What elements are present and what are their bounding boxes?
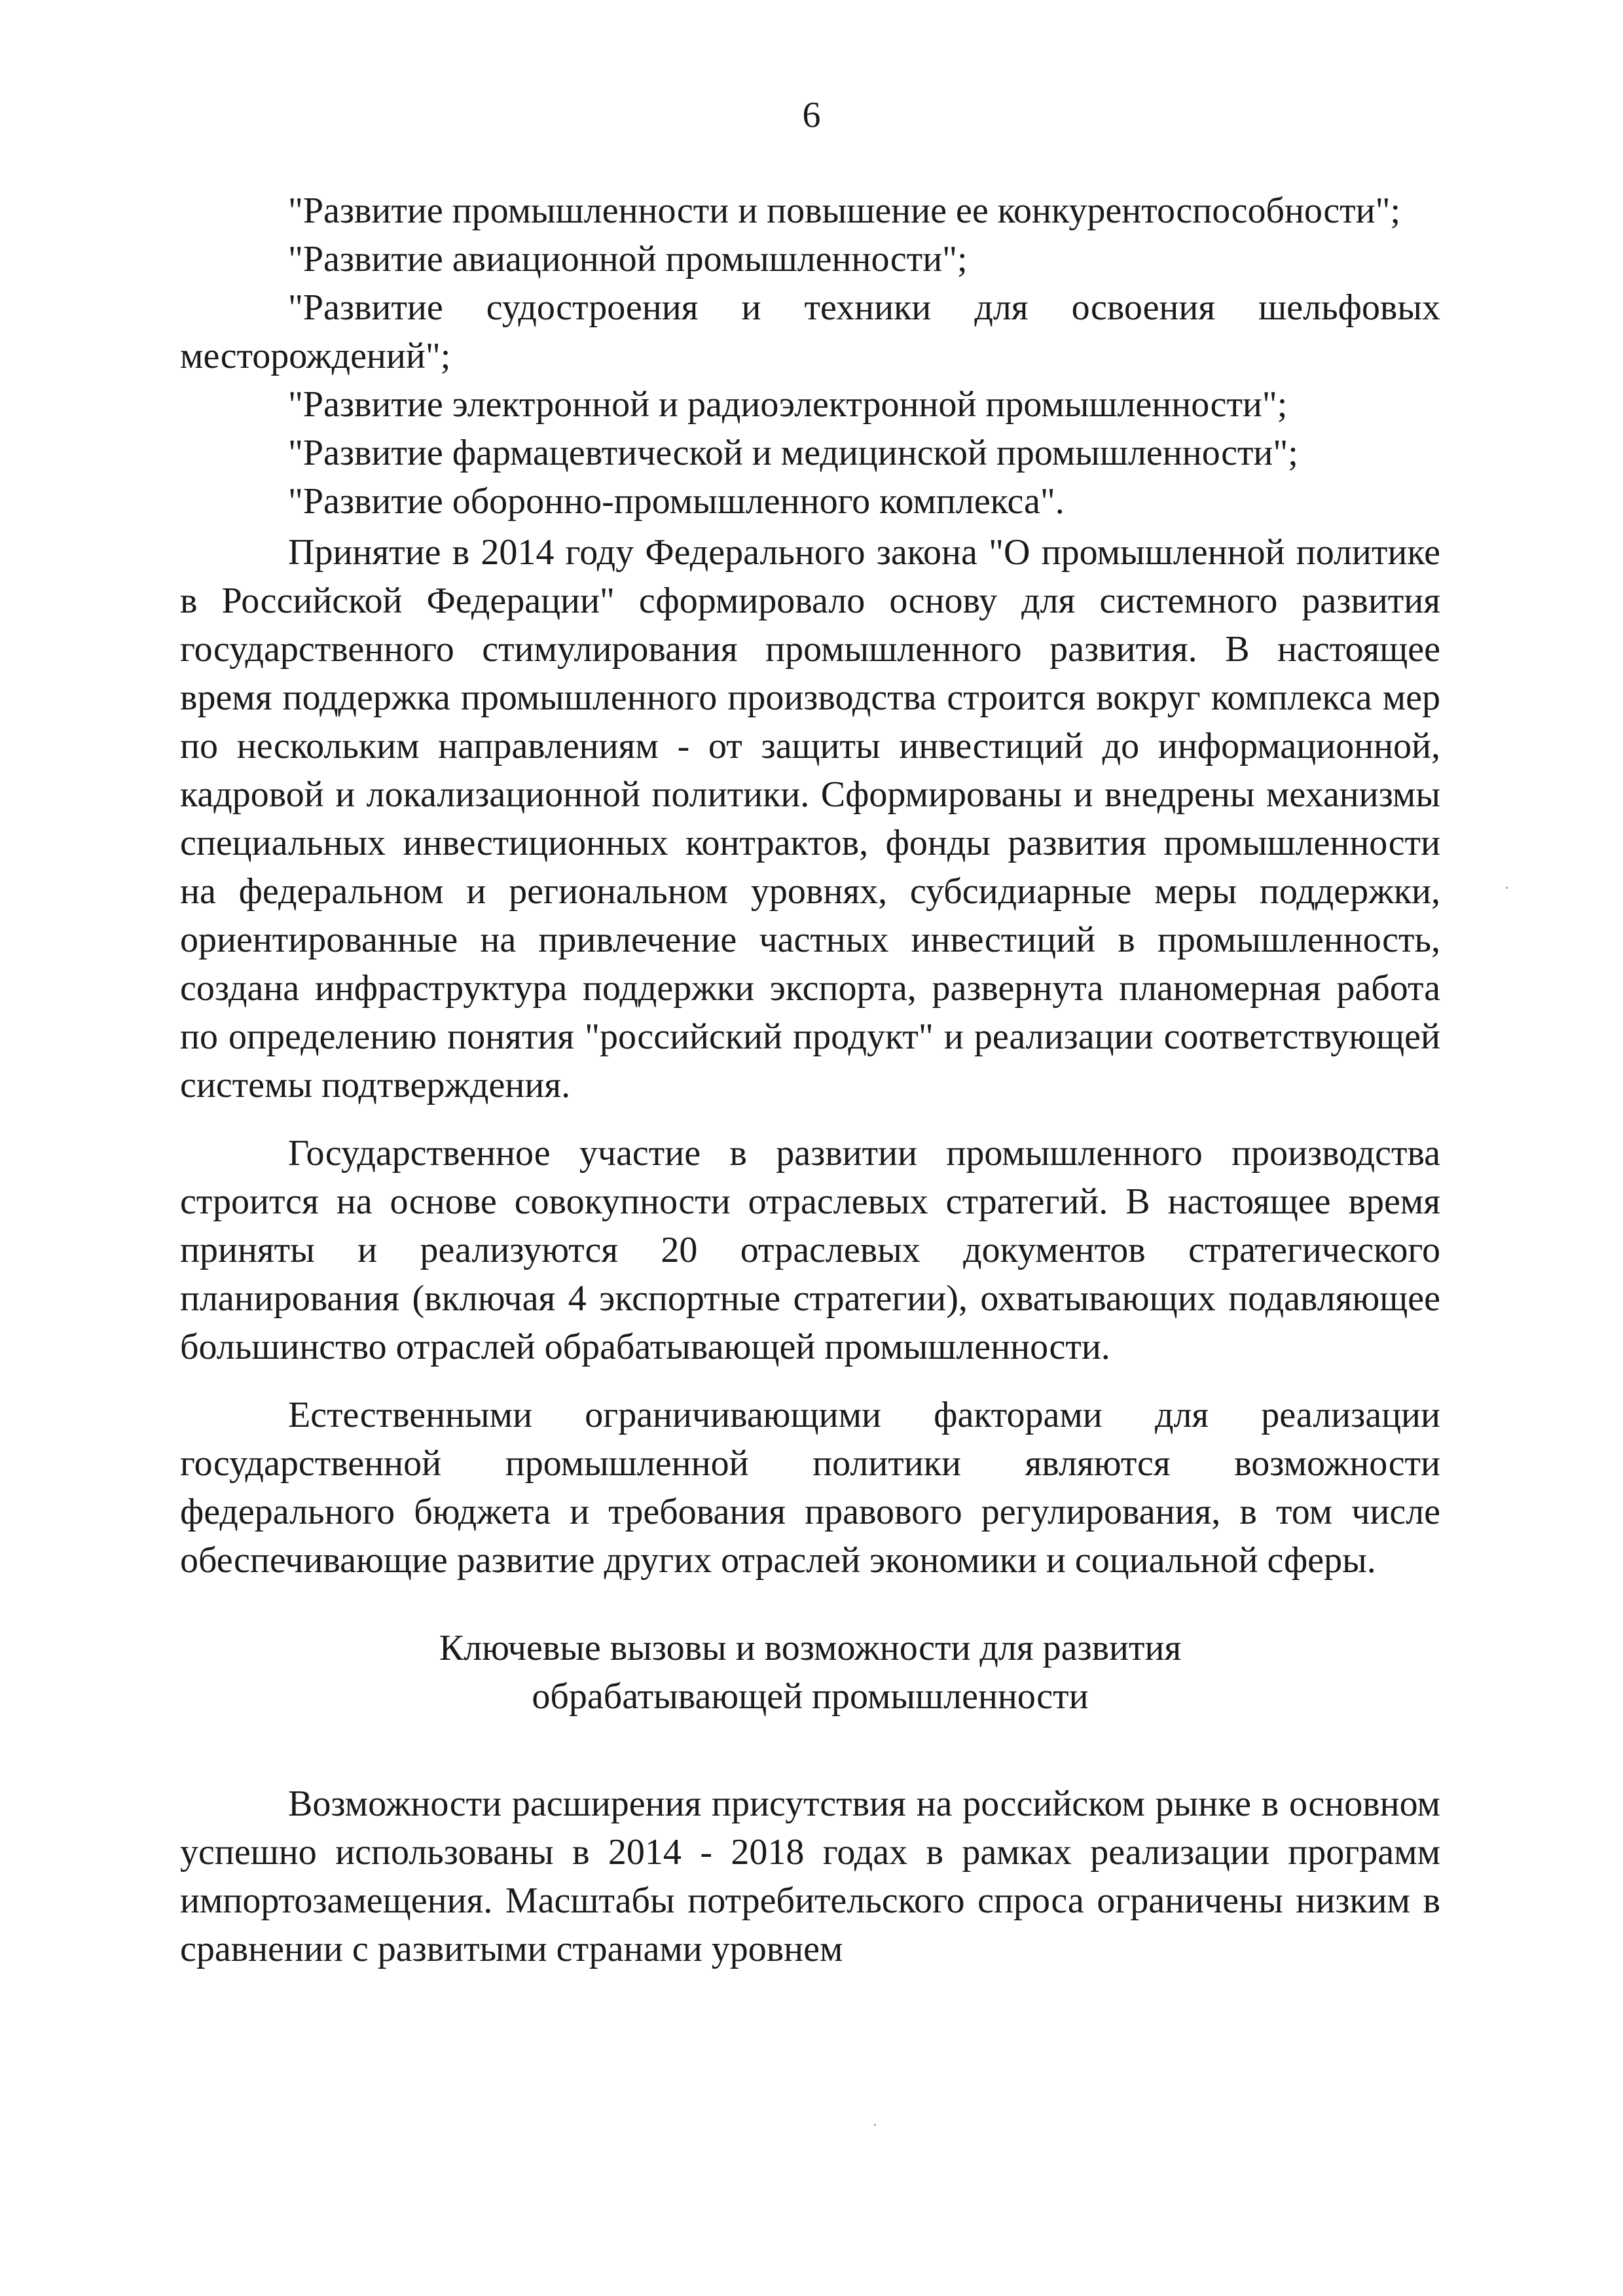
section-heading bbox=[180, 1624, 1440, 1721]
list-item: "Развитие фармацевтической и медицинской промышленности"; bbox=[288, 433, 1298, 473]
scan-speck bbox=[874, 2124, 876, 2126]
paragraph: Государственное участие в развитии промышленного производства строится на основе совокупности отраслевых стратегий. В настоящее время приняты и реализуются 20 отраслевых документов стратегического планирования (включая 4 экспортные стратегии), охватывающих подавляющее большинство отраслей обрабатывающей промышленности. bbox=[180, 1133, 1440, 1367]
paragraph: Принятие в 2014 году Федерального закона "О промышленной политике в Российской Федерации" сформировало основу для системного развития государственного стимулирования промышленного развития. В настоящее время поддержка промышленного производства строится вокруг комплекса мер по нескольким направлениям - от защиты инвестиций до информационной, кадровой и локализационной политики. Сформированы и внедрены механизмы специальных инвестиционных контрактов, фонды развития промышленности на федеральном и региональном уровнях, субсидиарные меры поддержки, ориентированные на привлечение частных инвестиций в промышленность, создана инфраструктура поддержки экспорта, развернута планомерная работа по определению понятия "российский продукт" и реализации соответствующей системы подтверждения. bbox=[180, 532, 1440, 1105]
paragraph: Естественными ограничивающими факторами для реализации государственной промышленной политики являются возможности федерального бюджета и требования правового регулирования, в том числе обеспечивающие развитие других отраслей экономики и социальной сферы. bbox=[180, 1395, 1440, 1581]
section-heading-line: Ключевые вызовы и возможности для развития bbox=[439, 1628, 1182, 1668]
list-item: "Развитие промышленности и повышение ее конкурентоспособности"; bbox=[288, 190, 1401, 231]
list-item: "Развитие судостроения и техники для освоения шельфовых месторождений"; bbox=[180, 287, 1440, 376]
document-body bbox=[180, 187, 1440, 1973]
list-item: "Развитие авиационной промышленности"; bbox=[288, 239, 968, 279]
page-number: 6 bbox=[802, 95, 821, 135]
list-item: "Развитие оборонно-промышленного комплекса". bbox=[288, 481, 1065, 522]
list-item: "Развитие электронной и радиоэлектронной промышленности"; bbox=[288, 384, 1288, 425]
scan-speck bbox=[1506, 887, 1508, 889]
program-list bbox=[180, 187, 1440, 526]
section-heading-line: обрабатывающей промышленности bbox=[532, 1676, 1089, 1717]
paragraph: Возможности расширения присутствия на российском рынке в основном успешно использованы в 2014 - 2018 годах в рамках реализации программ импортозамещения. Масштабы потребительского спроса ограничены низким в сравнении с развитыми странами уровнем bbox=[180, 1784, 1440, 1969]
